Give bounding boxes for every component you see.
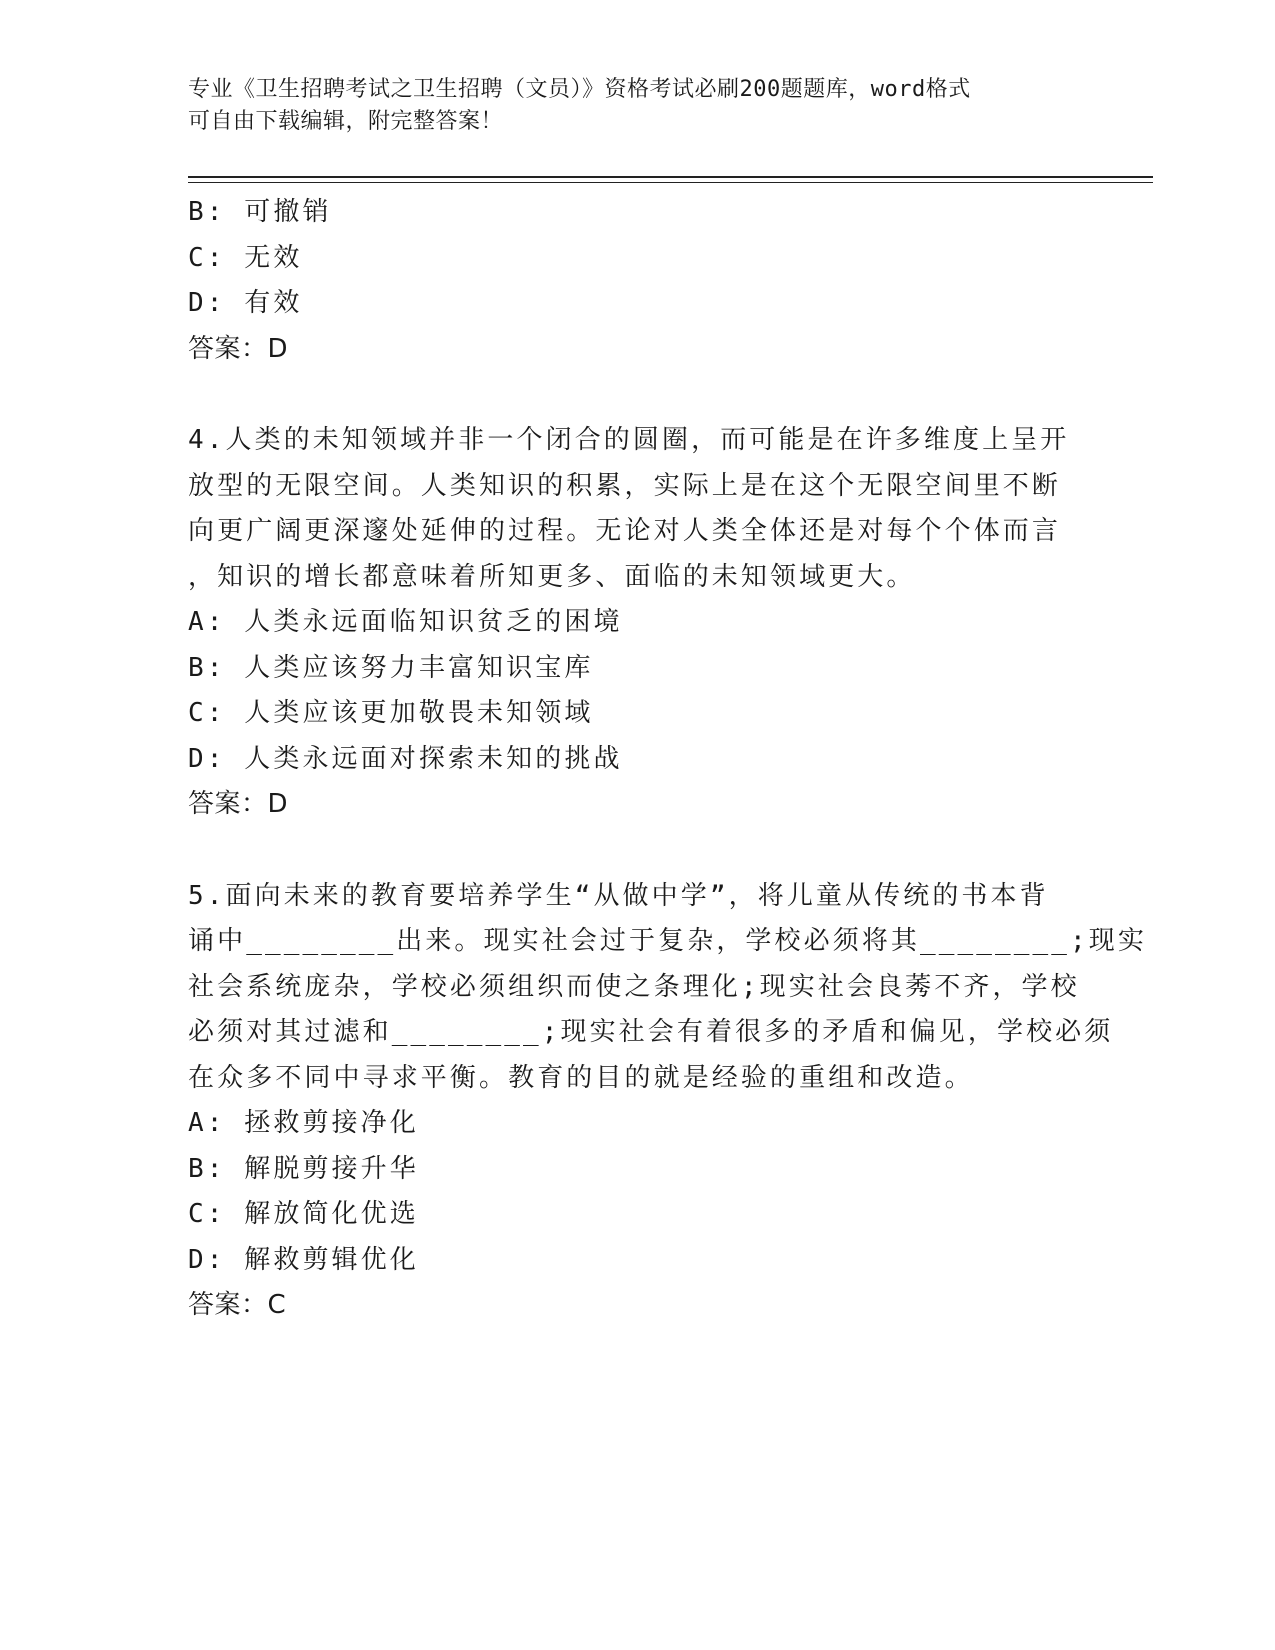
question-3-answer: 答案：D (188, 333, 289, 364)
question-5 (188, 874, 1148, 1329)
question-4-option-b: B: 人类应该努力丰富知识宝库 (188, 652, 594, 683)
question-5-answer: 答案：C (188, 1290, 287, 1320)
question-5-option-d: D: 解救剪辑优化 (188, 1244, 419, 1275)
question-4-option-c: C: 人类应该更加敬畏未知领域 (188, 698, 594, 728)
question-4-answer: 答案：D (188, 789, 289, 819)
header-rule-thick (188, 176, 1153, 178)
document-content (188, 190, 1148, 1329)
question-5-stem-line: 在众多不同中寻求平衡。教育的目的就是经验的重组和改造。 (188, 1062, 974, 1093)
header-rule-thin (188, 182, 1153, 183)
question-4-stem-line: 放型的无限空间。人类知识的积累，实际上是在这个无限空间里不断 (188, 470, 1062, 501)
question-5-option-b: B: 解脱剪接升华 (188, 1153, 419, 1184)
question-4-option-d: D: 人类永远面对探索未知的挑战 (188, 743, 623, 774)
question-3-option-c: C: 无效 (188, 242, 303, 273)
question-3 (188, 190, 1088, 372)
question-5-option-c: C: 解放简化优选 (188, 1199, 419, 1229)
question-5-option-a: A: 拯救剪接净化 (188, 1108, 419, 1138)
question-3-option-b: B: 可撤销 (188, 197, 332, 227)
question-3-option-d: D: 有效 (188, 288, 303, 318)
question-5-stem-line: 诵中________出来。现实社会过于复杂，学校必须将其________;现实 (188, 926, 1148, 956)
question-4-stem-line: 4.人类的未知领域并非一个闭合的圆圈，而可能是在许多维度上呈开 (188, 425, 1070, 455)
question-4-option-a: A: 人类永远面临知识贫乏的困境 (188, 607, 623, 637)
spacer (188, 372, 1088, 418)
header-line-1: 专业《卫生招聘考试之卫生招聘（文员）》资格考试必刷200题题库，word格式 (188, 77, 971, 102)
question-4-stem-line: ，知识的增长都意味着所知更多、面临的未知领域更大。 (188, 561, 916, 592)
header-line-2: 可自由下载编辑，附完整答案！ (188, 109, 504, 134)
document-header (188, 74, 1088, 138)
question-5-stem-line: 社会系统庞杂，学校必须组织而使之条理化;现实社会良莠不齐，学校 (188, 971, 1080, 1002)
question-5-stem-line: 5.面向未来的教育要培养学生“从做中学”，将儿童从传统的书本背 (188, 880, 1049, 911)
question-4 (188, 418, 1088, 828)
question-4-stem-line: 向更广阔更深邃处延伸的过程。无论对人类全体还是对每个个体而言 (188, 516, 1062, 546)
question-5-stem-line: 必须对其过滤和________;现实社会有着很多的矛盾和偏见，学校必须 (188, 1017, 1114, 1047)
spacer (188, 828, 1088, 874)
